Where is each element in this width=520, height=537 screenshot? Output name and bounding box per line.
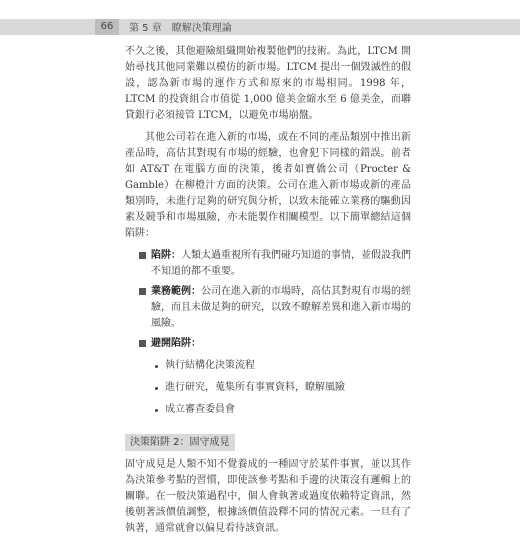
dot-bullet-icon	[155, 409, 158, 412]
chapter-title: 第 5 章 瞭解決策理論	[129, 23, 232, 34]
paragraph-anchoring: 固守成見是人類不知不覺養成的一種固守於某件事實，並以其作為決策參考點的習慣，即使該參考點和手邊的決策沒有邏輯上的關聯。在一般決策過程中，個人會執著或過度依賴特定資訊，然後朝著該價值調整，根據該價值設釋不同的情況元素。一旦有了執著，通常就會以偏見看待該資訊。	[125, 459, 411, 534]
list-item	[151, 358, 411, 374]
paragraph-other-companies: 其他公司若在進入新的市場，或在不同的產品類別中推出新產品時，高估其對現有市場的經驗，也會犯下同樣的錯誤。前者如 AT&T 在電腦方面的決策，後者如寶僑公司（Procter & Gamble）在柳橙汁方面的決策。公司在進入新市場或新的產品類別時，未進行足夠的研究與分析，以致未能確立業務的驅動因素及競爭和市場風險，亦未能製作相關模型。以下簡單總結這個陷阱：	[125, 132, 411, 239]
avoid-trap-list	[151, 358, 411, 418]
header-bar	[0, 19, 520, 35]
list-item	[151, 402, 411, 418]
section-heading: 決策陷阱 2：固守成見	[125, 434, 235, 451]
bullet-label: 陷阱：	[151, 250, 181, 261]
square-bullet-icon	[139, 288, 146, 295]
bullet-business-example	[125, 284, 411, 332]
square-bullet-icon	[139, 340, 146, 347]
paragraph-ltcm: 不久之後，其他避險組織開始複製他們的技術。為此，LTCM 開始尋找其他同業難以模仿的新市場。LTCM 提出一個毀滅性的假設，認為新市場的運作方式和原來的市場相同。1998 年，LTCM 的投資組合市值從 1,000 億美金縮水至 6 億美金，而聯貸銀行必須接管 LTCM，以避免市場崩盤。	[125, 46, 411, 121]
list-item-text: 成立審查委員會	[165, 404, 235, 415]
list-item-text: 進行研究，蒐集所有事實資料，瞭解風險	[165, 382, 345, 393]
dot-bullet-icon	[155, 387, 158, 390]
list-item	[151, 380, 411, 396]
square-bullet-icon	[139, 252, 146, 259]
page-content	[125, 44, 411, 537]
page-header	[0, 0, 520, 44]
trap-summary-list	[125, 248, 411, 418]
bullet-label: 業務範例：	[151, 286, 201, 297]
bullet-trap	[125, 248, 411, 280]
bullet-label: 避開陷阱：	[151, 338, 201, 349]
bullet-text: 公司在進入新的市場時，高估其對現有市場的經驗，而且未做足夠的研究，以致不瞭解差異和進入新市場的風險。	[151, 286, 411, 329]
bullet-avoid-trap	[125, 336, 411, 418]
bullet-text: 人類太過重視所有我們碰巧知道的事情，並假設我們不知道的都不重要。	[151, 250, 411, 277]
list-item-text: 執行結構化決策流程	[165, 360, 255, 371]
dot-bullet-icon	[155, 365, 158, 368]
page-number: 66	[95, 19, 119, 35]
